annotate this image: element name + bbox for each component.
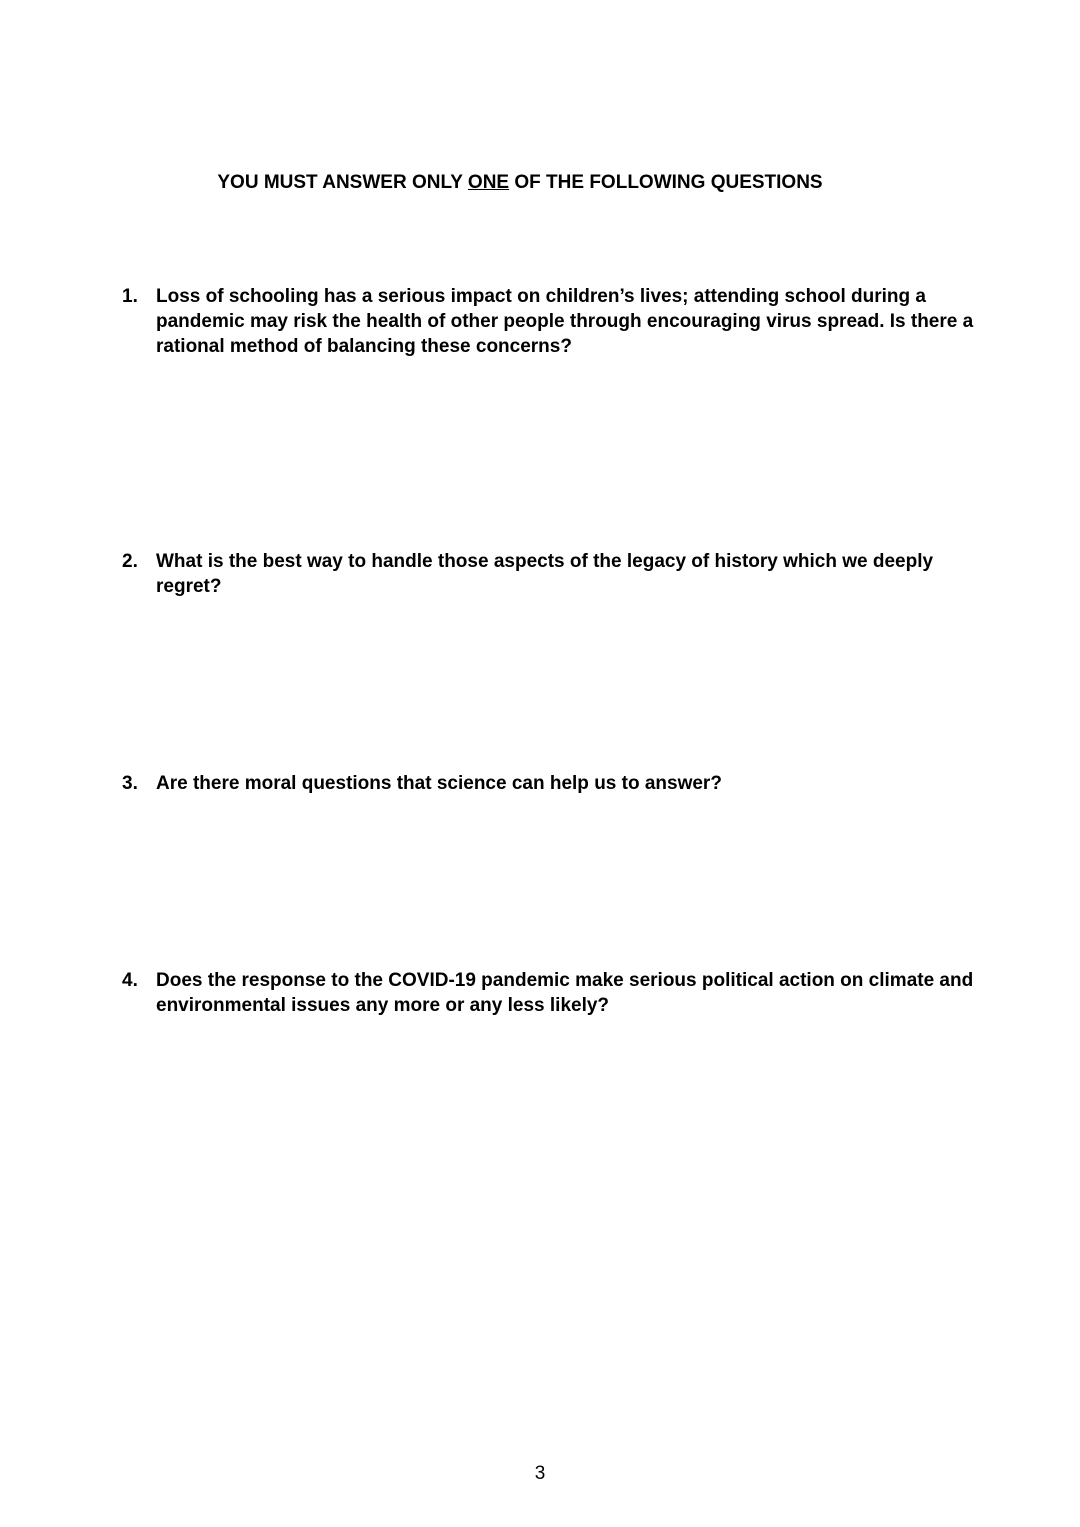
question-text: Loss of schooling has a serious impact on children’s lives; attending school during a pandemic may risk the health of other people through encouraging virus spread. Is there a rational method of balancing these concerns? xyxy=(156,286,974,357)
question-number: 4. xyxy=(122,970,138,991)
heading-emphasis: ONE xyxy=(467,172,510,193)
heading-text-after: OF THE FOLLOWING QUESTIONS xyxy=(509,172,823,193)
instructions-heading xyxy=(0,171,1040,195)
question-4 xyxy=(122,968,982,1018)
question-number: 2. xyxy=(122,551,138,572)
question-3 xyxy=(122,771,982,796)
question-number: 3. xyxy=(122,773,138,794)
page-number: 3 xyxy=(534,1463,546,1484)
question-text: What is the best way to handle those aspects of the legacy of history which we deeply regret? xyxy=(156,551,934,597)
question-number: 1. xyxy=(122,286,138,307)
question-1 xyxy=(122,284,982,359)
heading-text-before: YOU MUST ANSWER ONLY xyxy=(217,172,468,193)
question-text: Are there moral questions that science can help us to answer? xyxy=(156,773,722,794)
question-2 xyxy=(122,549,982,599)
question-text: Does the response to the COVID-19 pandemic make serious political action on climate and environmental issues any more or any less likely? xyxy=(156,970,974,1016)
